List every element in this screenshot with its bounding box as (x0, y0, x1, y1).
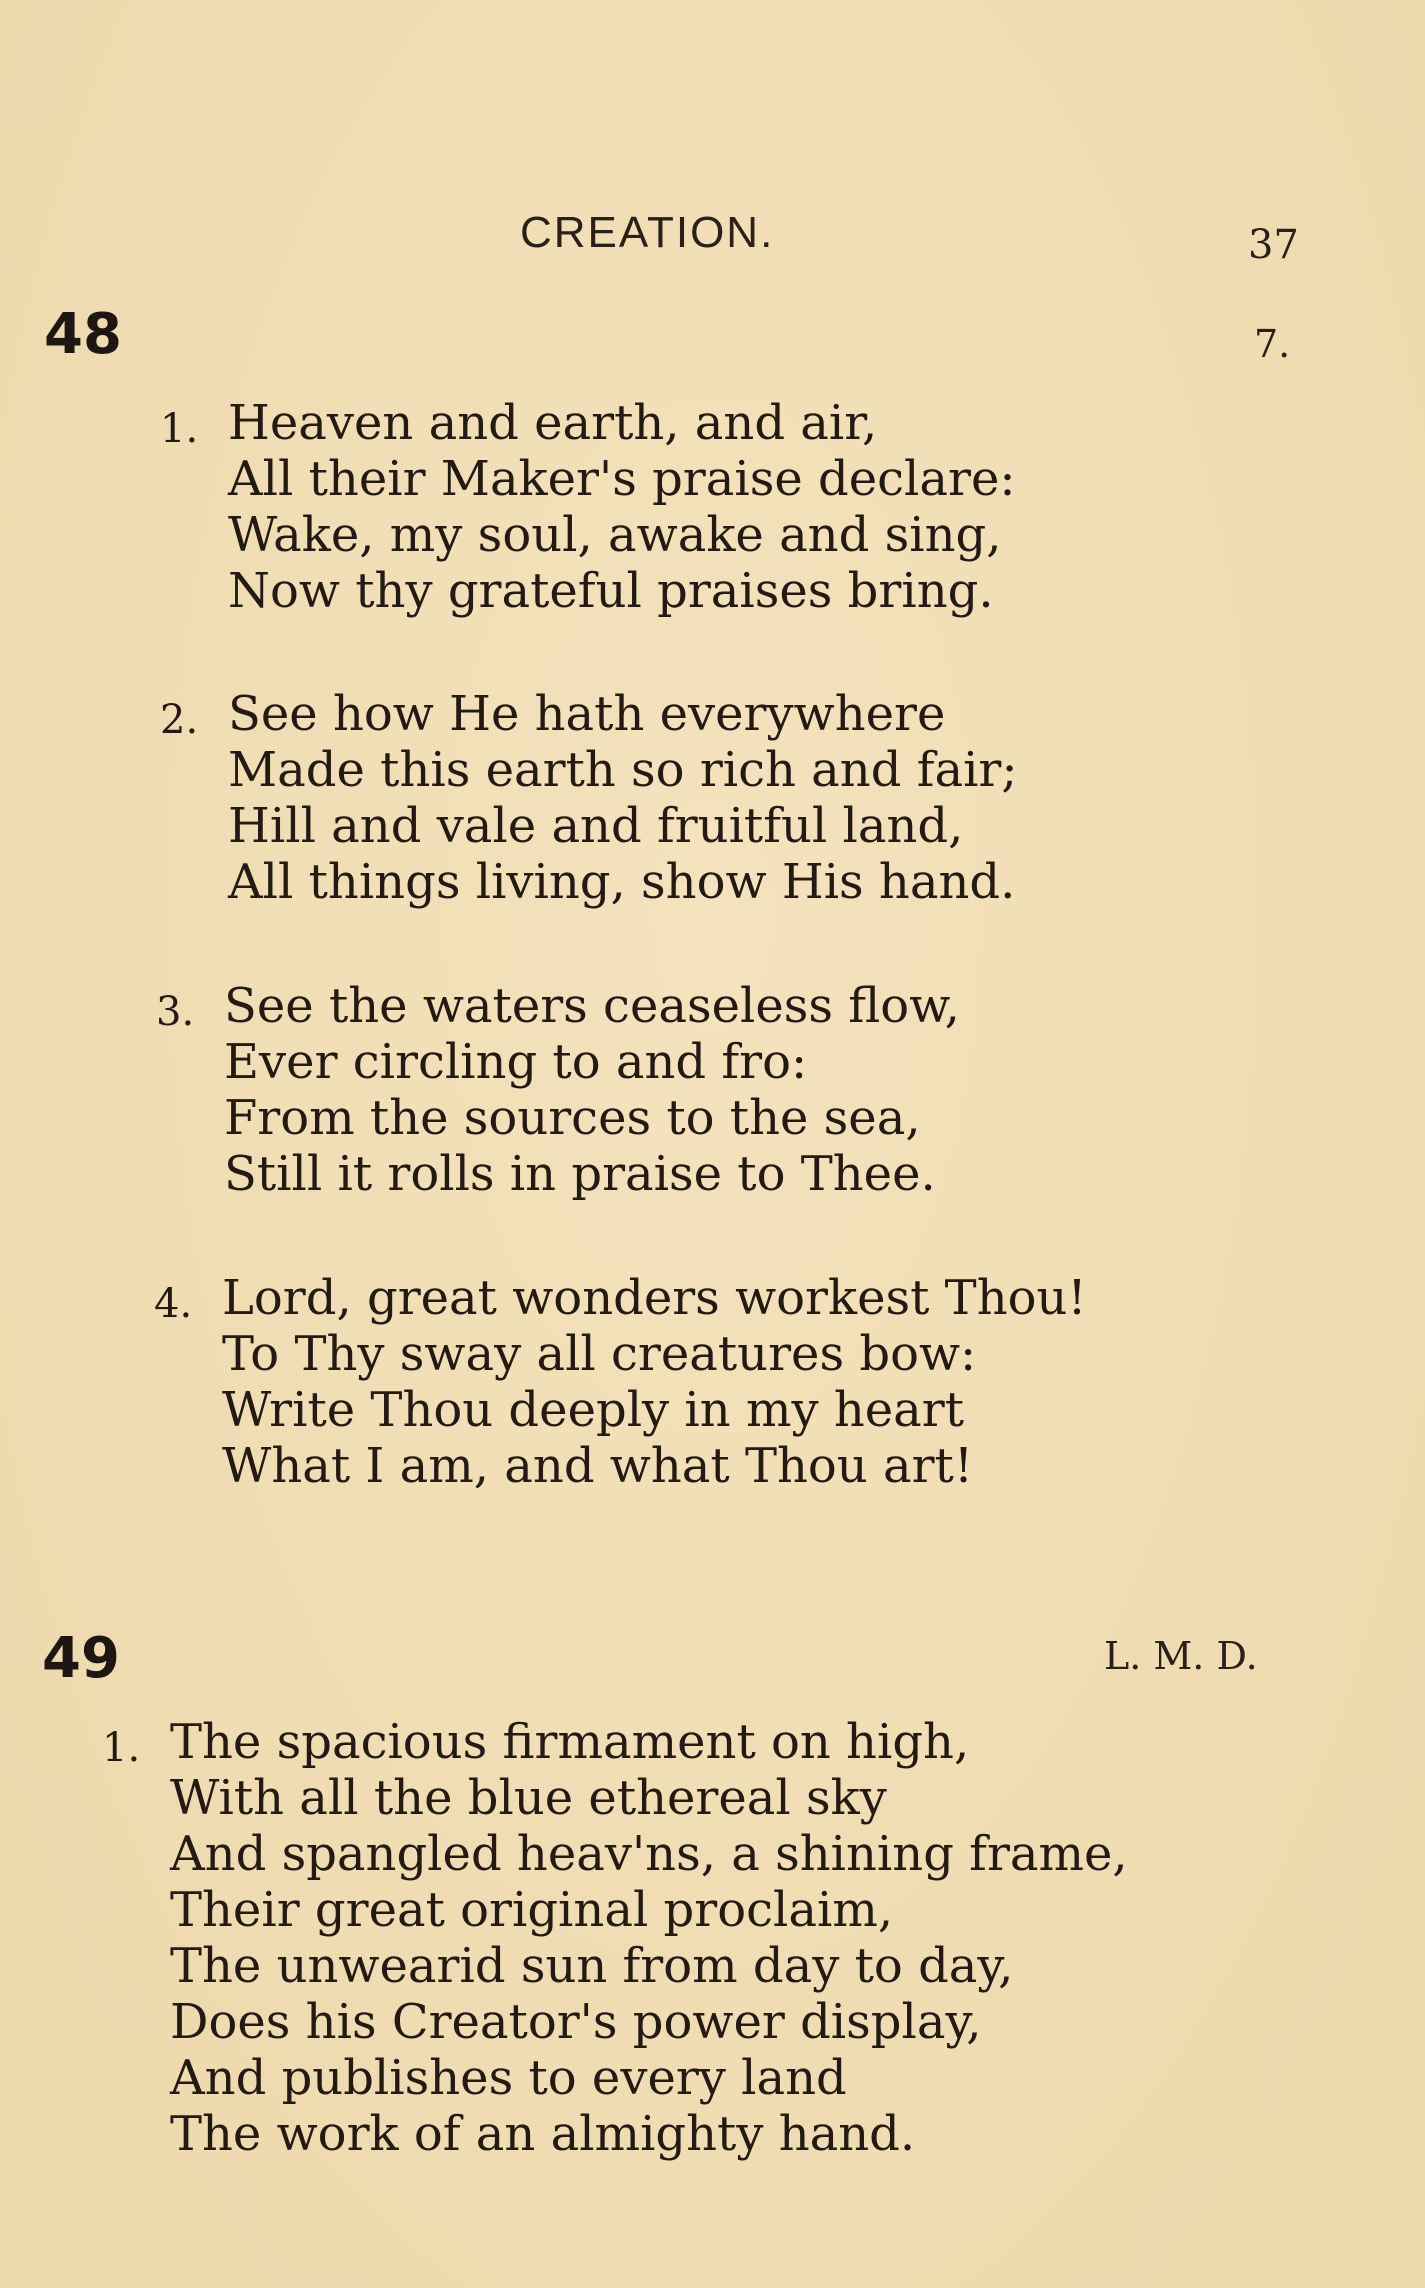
verse-line: All things living, show His hand. (228, 854, 1016, 910)
verse-line: What I am, and what Thou art! (222, 1438, 974, 1494)
page-number: 37 (1248, 222, 1299, 268)
verse-number: 1. (102, 1725, 141, 1771)
verse-number: 4. (154, 1281, 193, 1327)
verse-line: All their Maker's praise declare: (228, 451, 1016, 507)
hymn-number: 49 (42, 1626, 120, 1691)
verse-line: See the waters ceaseless flow, (224, 978, 960, 1034)
verse-line: The unwearid sun from day to day, (170, 1938, 1014, 1994)
verse-number: 3. (156, 989, 195, 1035)
section-title: CREATION. (520, 208, 775, 257)
verse-line: Still it rolls in praise to Thee. (224, 1146, 936, 1202)
verse-line: To Thy sway all creatures bow: (222, 1326, 977, 1382)
verse-line: From the sources to the sea, (224, 1090, 921, 1146)
verse-line: Made this earth so rich and fair; (228, 742, 1018, 798)
verse-line: See how He hath everywhere (228, 686, 946, 742)
verse-line: The spacious firmament on high, (170, 1714, 970, 1770)
hymn-meter: 7. (1254, 322, 1291, 366)
verse-line: Lord, great wonders workest Thou! (222, 1270, 1087, 1326)
verse-line: Their great original proclaim, (170, 1882, 894, 1938)
verse-line: Hill and vale and fruitful land, (228, 798, 964, 854)
verse-line: And publishes to every land (170, 2050, 847, 2106)
verse-line: Write Thou deeply in my heart (222, 1382, 965, 1438)
verse-line: With all the blue ethereal sky (170, 1770, 887, 1826)
hymn-number: 48 (44, 302, 122, 367)
verse-line: Heaven and earth, and air, (228, 395, 878, 451)
hymn-meter: L. M. D. (1104, 1634, 1258, 1678)
verse-number: 2. (160, 697, 199, 743)
verse-line: Ever circling to and fro: (224, 1034, 808, 1090)
verse-line: And spangled heav'ns, a shining frame, (170, 1826, 1128, 1882)
verse-line: The work of an almighty hand. (170, 2106, 916, 2162)
verse-line: Does his Creator's power display, (170, 1994, 982, 2050)
verse-line: Now thy grateful praises bring. (228, 563, 994, 619)
verse-line: Wake, my soul, awake and sing, (228, 507, 1002, 563)
verse-number: 1. (160, 406, 199, 452)
